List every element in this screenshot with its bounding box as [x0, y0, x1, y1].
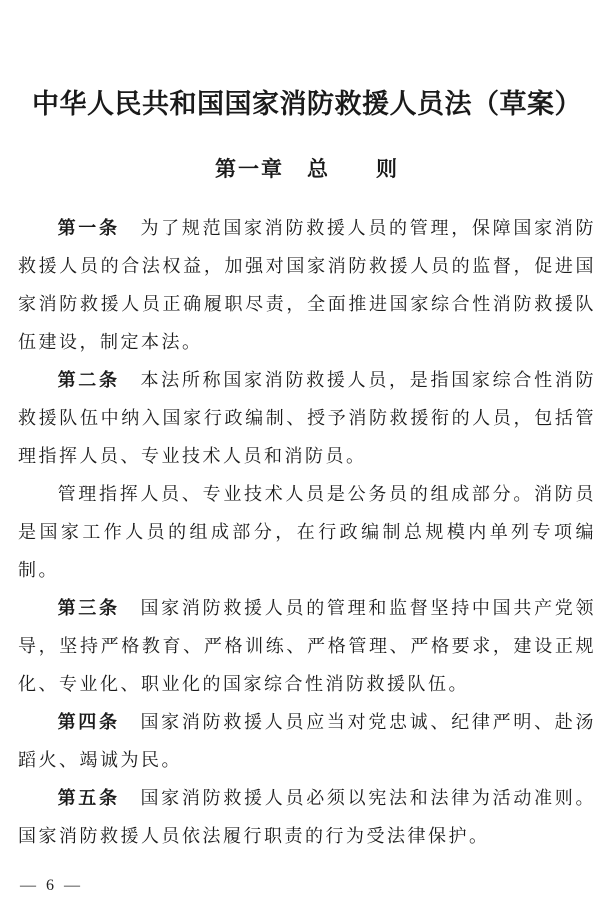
article-1-number: 第一条: [57, 218, 120, 238]
article-2-continuation-paragraph: [18, 475, 596, 589]
chapter-heading: 第一章 总 则: [215, 158, 399, 181]
article-5-number: 第五条: [57, 788, 120, 808]
article-4-number: 第四条: [57, 712, 120, 732]
document-body: [18, 209, 596, 855]
article-1-paragraph: [18, 209, 596, 361]
article-3-paragraph: [18, 589, 596, 703]
article-2-paragraph: [18, 361, 596, 475]
document-title: 中华人民共和国国家消防救援人员法（草案）: [32, 89, 582, 119]
article-2-number: 第二条: [57, 370, 120, 390]
article-2-continuation-text: 管理指挥人员、专业技术人员是公务员的组成部分。消防员是国家工作人员的组成部分，在行政编制总规模内单列专项编制。: [18, 484, 596, 580]
article-4-paragraph: [18, 703, 596, 779]
article-5-paragraph: [18, 779, 596, 855]
article-3-number: 第三条: [57, 598, 120, 618]
page-number: — 6 —: [20, 877, 83, 894]
article-3-text: 国家消防救援人员的管理和监督坚持中国共产党领导，坚持严格教育、严格训练、严格管理、严格要求，建设正规化、专业化、职业化的国家综合性消防救援队伍。: [18, 598, 597, 694]
article-2-text: 本法所称国家消防救援人员，是指国家综合性消防救援队伍中纳入国家行政编制、授予消防救援衔的人员，包括管理指挥人员、专业技术人员和消防员。: [18, 370, 597, 466]
article-5-text: 国家消防救援人员必须以宪法和法律为活动准则。国家消防救援人员依法履行职责的行为受法律保护。: [18, 788, 597, 846]
article-1-text: 为了规范国家消防救援人员的管理，保障国家消防救援人员的合法权益，加强对国家消防救援人员的监督，促进国家消防救援人员正确履职尽责，全面推进国家综合性消防救援队伍建设，制定本法。: [18, 218, 597, 352]
article-4-text: 国家消防救援人员应当对党忠诚、纪律严明、赴汤蹈火、竭诚为民。: [18, 712, 597, 770]
